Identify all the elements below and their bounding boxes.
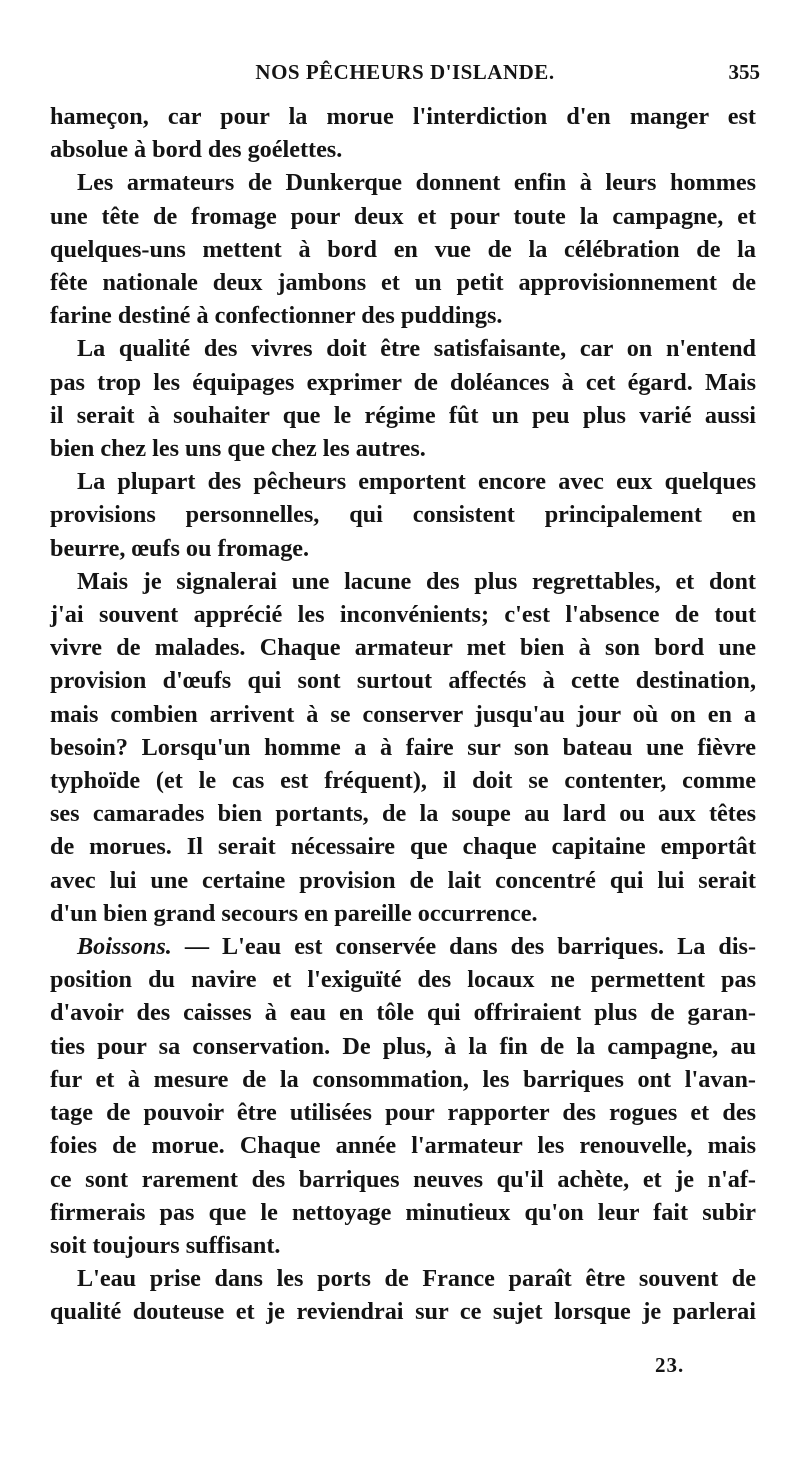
text-line xyxy=(50,399,756,432)
line-text: soit toujours suffisant. xyxy=(50,1231,281,1259)
text-line xyxy=(50,1262,756,1295)
line-text: L'eau prise dans les ports de France paraît être souvent de xyxy=(77,1265,756,1293)
text-line xyxy=(50,797,756,830)
printer-signature: 23. xyxy=(655,1353,685,1377)
page-number: 355 xyxy=(728,60,760,84)
text-line xyxy=(50,498,756,531)
text-line xyxy=(50,1196,756,1229)
text-line xyxy=(50,598,756,631)
line-text: La plupart des pêcheurs emportent encore avec eux quelques xyxy=(77,468,756,496)
text-line xyxy=(50,830,756,863)
text-line xyxy=(50,432,756,465)
text-line xyxy=(50,200,756,233)
text-line xyxy=(50,1163,756,1196)
line-text: ties pour sa conservation. De plus, à la fin de la campagne, au xyxy=(50,1032,756,1060)
line-text: firmerais pas que le nettoyage minutieux qu'on leur fait subir xyxy=(50,1198,756,1226)
line-text: La qualité des vivres doit être satisfaisante, car on n'entend xyxy=(77,335,756,363)
line-text: besoin? Lorsqu'un homme a à faire sur son bateau une fièvre xyxy=(50,733,756,761)
text-line xyxy=(50,1295,756,1328)
body-text xyxy=(50,100,756,1329)
line-text: position du navire et l'exiguïté des locaux ne permettent pas xyxy=(50,966,756,994)
text-line xyxy=(50,100,756,133)
text-line xyxy=(50,1129,756,1162)
line-text: — L'eau est conservée dans des barriques. La dis- xyxy=(184,933,757,961)
running-title: NOS PÊCHEURS D'ISLANDE. xyxy=(255,60,555,84)
line-text: fête nationale deux jambons et un petit approvisionnement de xyxy=(50,269,756,297)
line-text: une tête de fromage pour deux et pour toute la campagne, et xyxy=(50,202,756,230)
text-line xyxy=(50,897,756,930)
line-text: beurre, œufs ou fromage. xyxy=(50,534,310,562)
section-heading: Boissons. xyxy=(77,933,172,961)
text-line xyxy=(50,864,756,897)
text-line xyxy=(50,565,756,598)
text-line xyxy=(50,166,756,199)
line-text: Mais je signalerai une lacune des plus regrettables, et dont xyxy=(77,567,756,595)
text-line xyxy=(50,698,756,731)
line-text: il serait à souhaiter que le régime fût un peu plus varié aussi xyxy=(50,401,756,429)
line-text: de morues. Il serait nécessaire que chaque capitaine emportât xyxy=(50,833,756,861)
text-line xyxy=(50,963,756,996)
text-line xyxy=(50,465,756,498)
line-text: foies de morue. Chaque année l'armateur les renouvelle, mais xyxy=(50,1132,756,1160)
text-line xyxy=(50,1229,756,1262)
line-text: ce sont rarement des barriques neuves qu'il achète, et je n'af- xyxy=(50,1165,756,1193)
line-text: vivre de malades. Chaque armateur met bien à son bord une xyxy=(50,634,756,662)
text-line xyxy=(50,664,756,697)
text-line xyxy=(50,366,756,399)
text-line xyxy=(50,764,756,797)
text-line xyxy=(50,631,756,664)
text-line xyxy=(50,1096,756,1129)
line-text: fur et à mesure de la consommation, les barriques ont l'avan- xyxy=(50,1065,756,1093)
line-text: bien chez les uns que chez les autres. xyxy=(50,435,426,463)
text-line xyxy=(50,532,756,565)
line-text: mais combien arrivent à se conserver jusqu'au jour où on en a xyxy=(50,700,756,728)
line-text: typhoïde (et le cas est fréquent), il doit se contenter, comme xyxy=(50,767,756,795)
line-text: farine destiné à confectionner des puddings. xyxy=(50,302,503,330)
text-line xyxy=(50,266,756,299)
text-line xyxy=(50,930,756,963)
text-line xyxy=(50,299,756,332)
line-text: avec lui une certaine provision de lait concentré qui lui serait xyxy=(50,866,756,894)
text-line xyxy=(50,133,756,166)
line-text: d'un bien grand secours en pareille occurrence. xyxy=(50,899,538,927)
running-head xyxy=(50,60,760,90)
line-text: hameçon, car pour la morue l'interdiction d'en manger est xyxy=(50,103,756,130)
text-line xyxy=(50,1030,756,1063)
line-text: d'avoir des caisses à eau en tôle qui offriraient plus de garan- xyxy=(50,999,756,1027)
line-text: provisions personnelles, qui consistent principalement en xyxy=(50,501,756,529)
line-text: absolue à bord des goélettes. xyxy=(50,136,343,164)
text-line xyxy=(50,731,756,764)
line-text: qualité douteuse et je reviendrai sur ce sujet lorsque je parlerai xyxy=(50,1298,756,1326)
line-text: Les armateurs de Dunkerque donnent enfin à leurs hommes xyxy=(77,169,756,197)
line-text: j'ai souvent apprécié les inconvénients; c'est l'absence de tout xyxy=(50,601,756,629)
line-text: tage de pouvoir être utilisées pour rapporter des rogues et des xyxy=(50,1099,756,1127)
line-text: provision d'œufs qui sont surtout affectés à cette destination, xyxy=(50,667,756,695)
line-text: pas trop les équipages exprimer de doléances à cet égard. Mais xyxy=(50,368,756,396)
text-line xyxy=(50,996,756,1029)
line-text: ses camarades bien portants, de la soupe au lard ou aux têtes xyxy=(50,800,756,828)
line-text: quelques-uns mettent à bord en vue de la célébration de la xyxy=(50,235,756,263)
text-line xyxy=(50,233,756,266)
text-line xyxy=(50,1063,756,1096)
text-line xyxy=(50,332,756,365)
